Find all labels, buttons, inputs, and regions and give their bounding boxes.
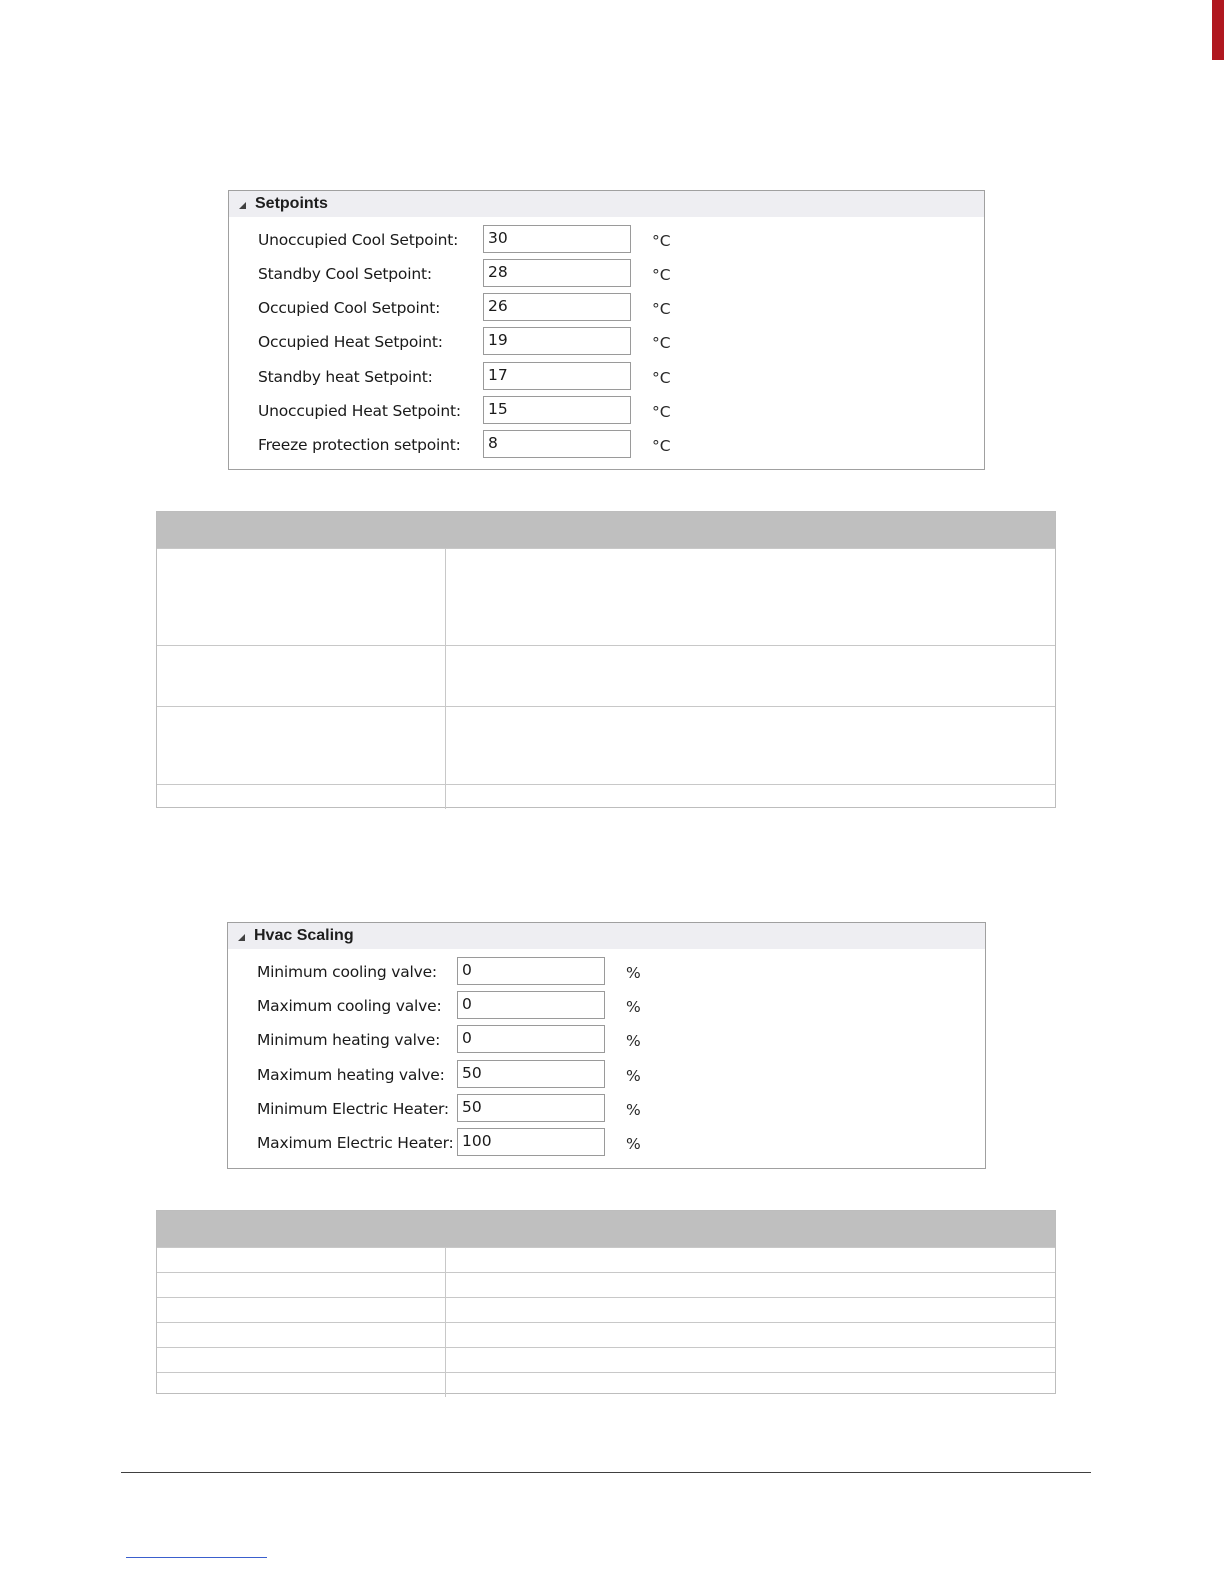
- unit-label: %: [626, 1032, 641, 1050]
- occupied-cool-setpoint-input[interactable]: 26: [483, 293, 631, 321]
- unoccupied-heat-setpoint-input[interactable]: 15: [483, 396, 631, 424]
- minimum-heating-valve-input[interactable]: 0: [457, 1025, 605, 1053]
- unoccupied-cool-setpoint-row: [229, 225, 984, 255]
- table-row: [157, 706, 1055, 784]
- unit-label: °C: [652, 403, 671, 421]
- occupied-cool-setpoint-label: Occupied Cool Setpoint:: [258, 299, 441, 317]
- unit-label: °C: [652, 266, 671, 284]
- collapse-triangle-icon[interactable]: [239, 202, 246, 209]
- unit-label: %: [626, 1101, 641, 1119]
- setpoints-panel-header[interactable]: [229, 191, 984, 217]
- table-cell: [446, 1323, 1055, 1347]
- occupied-heat-setpoint-label: Occupied Heat Setpoint:: [258, 333, 443, 351]
- table-cell: [446, 1298, 1055, 1322]
- maximum-electric-heater-label: Maximum Electric Heater:: [257, 1134, 454, 1152]
- hvac-scaling-panel-header[interactable]: [228, 923, 985, 949]
- maximum-cooling-valve-row: [228, 991, 985, 1021]
- table-cell: [157, 549, 446, 645]
- table-cell: [157, 1373, 446, 1397]
- occupied-heat-setpoint-row: [229, 327, 984, 357]
- table-row: [157, 1347, 1055, 1372]
- unit-label: °C: [652, 334, 671, 352]
- table-cell: [157, 646, 446, 706]
- table-cell: [446, 785, 1055, 809]
- table-cell: [446, 549, 1055, 645]
- unoccupied-cool-setpoint-label: Unoccupied Cool Setpoint:: [258, 231, 459, 249]
- minimum-electric-heater-row: [228, 1094, 985, 1124]
- maximum-heating-valve-row: [228, 1060, 985, 1090]
- minimum-cooling-valve-row: [228, 957, 985, 987]
- standby-heat-setpoint-row: [229, 362, 984, 392]
- unit-label: %: [626, 1135, 641, 1153]
- minimum-electric-heater-input[interactable]: 50: [457, 1094, 605, 1122]
- minimum-cooling-valve-label: Minimum cooling valve:: [257, 963, 437, 981]
- maximum-electric-heater-row: [228, 1128, 985, 1158]
- table-row: [157, 1322, 1055, 1347]
- hvac-scaling-panel: [227, 922, 986, 1169]
- table-cell: [157, 1348, 446, 1372]
- table-cell: [157, 785, 446, 809]
- freeze-protection-setpoint-row: [229, 430, 984, 460]
- page-corner-marker: [1212, 0, 1224, 60]
- table-row: [157, 1297, 1055, 1322]
- table-cell: [446, 1373, 1055, 1397]
- table-row: [157, 548, 1055, 645]
- table-cell: [446, 646, 1055, 706]
- unit-label: °C: [652, 232, 671, 250]
- collapse-triangle-icon[interactable]: [238, 934, 245, 941]
- table-row: [157, 1272, 1055, 1297]
- table-row: [157, 645, 1055, 706]
- table-header: [157, 512, 1055, 548]
- footer-link-underline[interactable]: [126, 1557, 267, 1558]
- table-cell: [157, 1298, 446, 1322]
- standby-cool-setpoint-label: Standby Cool Setpoint:: [258, 265, 432, 283]
- standby-cool-setpoint-row: [229, 259, 984, 289]
- table-header: [157, 1211, 1055, 1247]
- maximum-cooling-valve-label: Maximum cooling valve:: [257, 997, 442, 1015]
- unit-label: °C: [652, 437, 671, 455]
- unit-label: %: [626, 998, 641, 1016]
- table-cell: [446, 1248, 1055, 1272]
- maximum-cooling-valve-input[interactable]: 0: [457, 991, 605, 1019]
- table-cell: [157, 707, 446, 784]
- minimum-cooling-valve-input[interactable]: 0: [457, 957, 605, 985]
- unoccupied-cool-setpoint-input[interactable]: 30: [483, 225, 631, 253]
- minimum-electric-heater-label: Minimum Electric Heater:: [257, 1100, 449, 1118]
- standby-heat-setpoint-label: Standby heat Setpoint:: [258, 368, 433, 386]
- table-cell: [446, 707, 1055, 784]
- maximum-electric-heater-input[interactable]: 100: [457, 1128, 605, 1156]
- footer-divider: [121, 1472, 1091, 1473]
- unit-label: %: [626, 964, 641, 982]
- table-cell: [157, 1248, 446, 1272]
- freeze-protection-setpoint-input[interactable]: 8: [483, 430, 631, 458]
- table-row: [157, 784, 1055, 809]
- table-cell: [446, 1273, 1055, 1297]
- standby-cool-setpoint-input[interactable]: 28: [483, 259, 631, 287]
- minimum-heating-valve-label: Minimum heating valve:: [257, 1031, 441, 1049]
- setpoints-panel: [228, 190, 985, 470]
- unit-label: °C: [652, 369, 671, 387]
- setpoints-panel-title: Setpoints: [255, 195, 328, 212]
- table-cell: [157, 1273, 446, 1297]
- hvac-scaling-description-table: [156, 1210, 1056, 1394]
- table-cell: [157, 1323, 446, 1347]
- unit-label: °C: [652, 300, 671, 318]
- occupied-heat-setpoint-input[interactable]: 19: [483, 327, 631, 355]
- standby-heat-setpoint-input[interactable]: 17: [483, 362, 631, 390]
- freeze-protection-setpoint-label: Freeze protection setpoint:: [258, 436, 461, 454]
- minimum-heating-valve-row: [228, 1025, 985, 1055]
- maximum-heating-valve-input[interactable]: 50: [457, 1060, 605, 1088]
- unoccupied-heat-setpoint-row: [229, 396, 984, 426]
- unoccupied-heat-setpoint-label: Unoccupied Heat Setpoint:: [258, 402, 461, 420]
- unit-label: %: [626, 1067, 641, 1085]
- table-row: [157, 1247, 1055, 1272]
- hvac-scaling-panel-title: Hvac Scaling: [254, 927, 354, 944]
- maximum-heating-valve-label: Maximum heating valve:: [257, 1066, 445, 1084]
- setpoints-description-table: [156, 511, 1056, 808]
- table-row: [157, 1372, 1055, 1397]
- occupied-cool-setpoint-row: [229, 293, 984, 323]
- table-cell: [446, 1348, 1055, 1372]
